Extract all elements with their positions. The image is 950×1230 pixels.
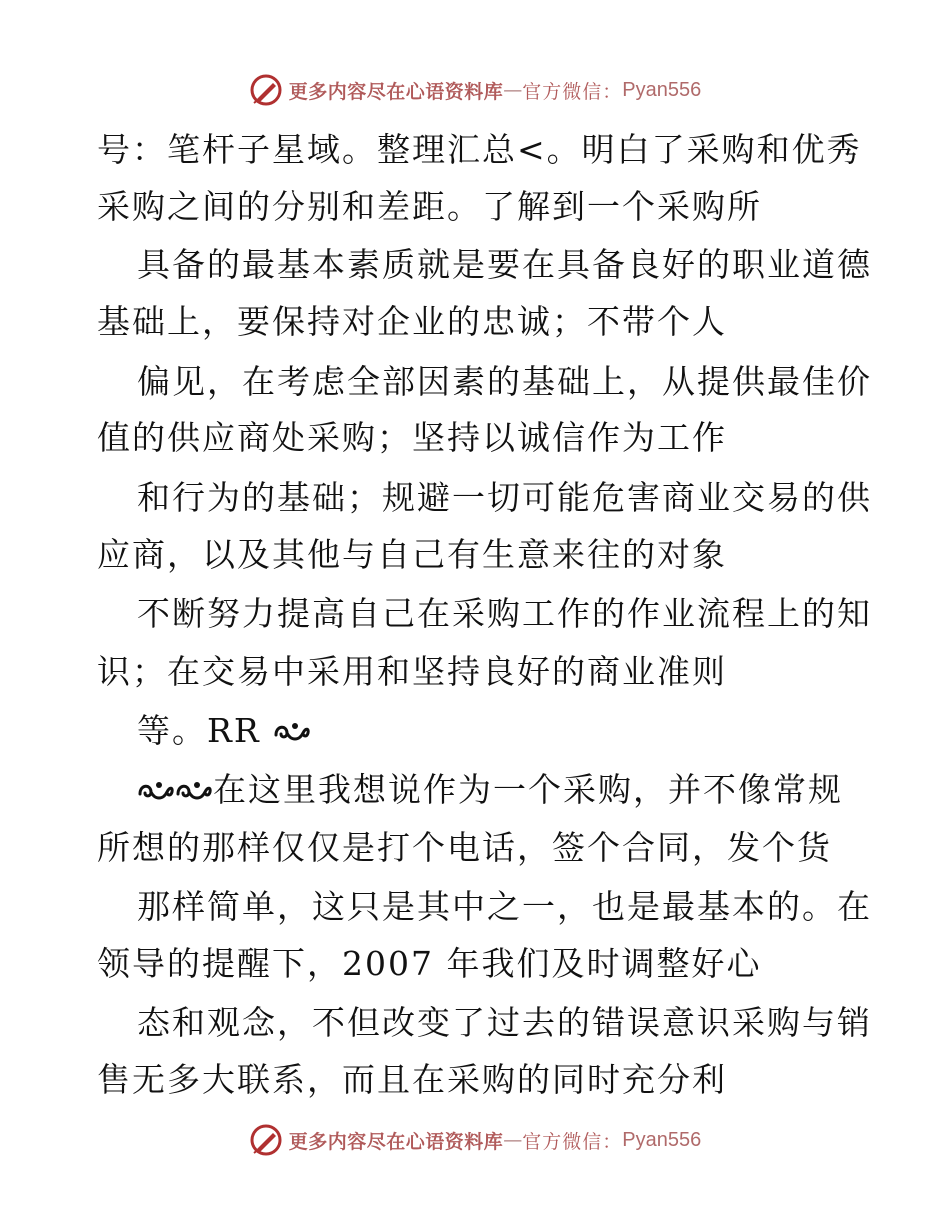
body-line: 偏见，在考虑全部因素的基础上，从提供最佳价: [137, 362, 872, 401]
body-line: 在这里我想说作为一个采购，并不像常规: [213, 770, 843, 809]
official-label: 官方微信：: [522, 1130, 623, 1153]
body-line: 售无多大联系，而且在采购的同时充分利: [97, 1060, 727, 1099]
body-line: 和行为的基础；规避一切可能危害商业交易的供: [137, 478, 872, 517]
body-line-with-ornament: [137, 770, 843, 810]
body-line: 态和观念，不但改变了过去的错误意识采购与销: [137, 1003, 872, 1042]
official-label: 官方微信：: [522, 80, 623, 103]
footer-banner: [0, 1120, 950, 1160]
separator: —: [503, 1129, 523, 1151]
fleuron-ornament-icon: [175, 778, 213, 804]
body-line: 采购之间的分别和差距。了解到一个采购所: [97, 187, 762, 226]
pen-circle-logo-icon: [249, 1123, 283, 1157]
site-name: 更多内容尽在心语资料库: [288, 80, 504, 103]
body-line: 那样简单，这只是其中之一，也是最基本的。在: [137, 887, 872, 926]
body-line: 识；在交易中采用和坚持良好的商业准则: [97, 652, 727, 691]
body-line: 值的供应商处采购；坚持以诚信作为工作: [97, 418, 727, 457]
wechat-id: Pyan556: [622, 1128, 702, 1151]
body-line: 等。RR: [137, 711, 261, 750]
fleuron-ornament-icon: [273, 719, 311, 745]
body-line: 领导的提醒下，2007 年我们及时调整好心: [97, 944, 762, 983]
body-line: 不断努力提高自己在采购工作的作业流程上的知: [137, 594, 872, 633]
body-line: 所想的那样仅仅是打个电话，签个合同，发个货: [97, 828, 832, 867]
body-line: 号：笔杆子星域。整理汇总<。明白了采购和优秀: [97, 130, 862, 169]
body-line: 基础上，要保持对企业的忠诚；不带个人: [97, 302, 727, 341]
body-line-with-ornament: [137, 711, 311, 751]
site-name: 更多内容尽在心语资料库: [288, 1130, 504, 1153]
body-line: 具备的最基本素质就是要在具备良好的职业道德: [137, 245, 872, 284]
separator: —: [503, 79, 523, 101]
body-line: 应商，以及其他与自己有生意来往的对象: [97, 535, 727, 574]
wechat-id: Pyan556: [622, 78, 702, 101]
fleuron-ornament-icon: [137, 778, 175, 804]
